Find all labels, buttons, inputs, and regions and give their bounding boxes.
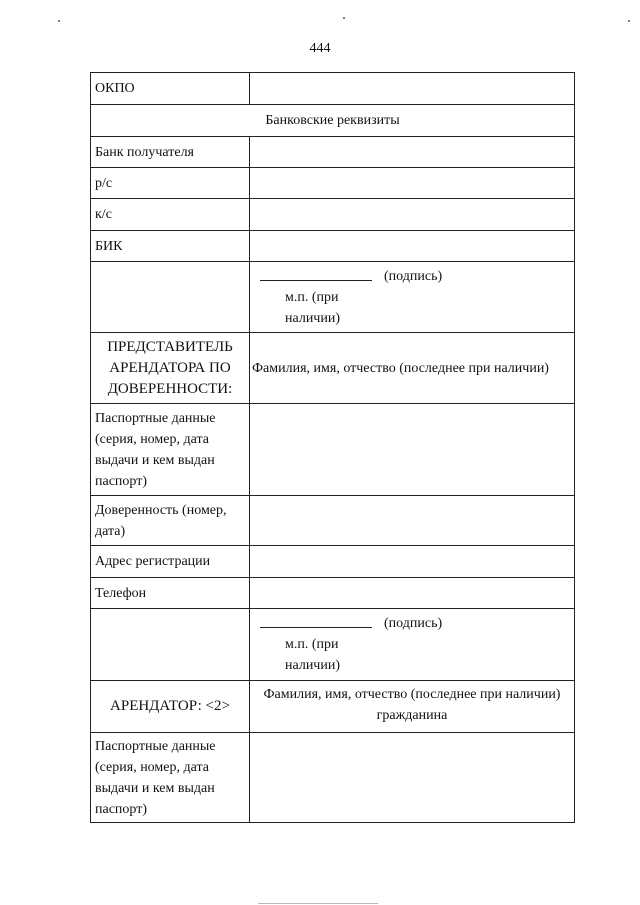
table-row-passport-2 [91, 733, 575, 823]
phone-value[interactable] [250, 578, 575, 609]
passport-1-line1: Паспортные данные [95, 410, 216, 426]
reg-address-value[interactable] [250, 546, 575, 578]
stamp-2-line2: наличии) [285, 658, 340, 673]
passport-2-line3: выдачи и кем выдан [95, 780, 215, 796]
table-row-okpo [91, 73, 575, 105]
passport-2-line1: Паспортные данные [95, 738, 216, 754]
passport-2-line4: паспорт) [95, 801, 148, 817]
bik-label: БИК [91, 231, 250, 262]
scan-speck [628, 20, 630, 22]
tenant-label: АРЕНДАТОР: <2> [91, 681, 250, 733]
stamp-1-line2: наличии) [285, 311, 340, 326]
table-row-power-of-attorney [91, 496, 575, 546]
contract-details-table [90, 72, 575, 823]
rs-label: р/с [91, 168, 250, 199]
tenant-fio-line1: Фамилия, имя, отчество (последнее при наличии) [263, 687, 561, 702]
power-of-attorney-line2: дата) [95, 523, 126, 539]
tenant-fio-line2: гражданина [376, 708, 448, 723]
table-row-tenant [91, 681, 575, 733]
passport-1-line2: (серия, номер, дата [95, 431, 209, 447]
page-number: 444 [309, 41, 331, 56]
okpo-value[interactable] [250, 73, 575, 105]
power-of-attorney-label [91, 496, 250, 546]
signature-1-block [250, 262, 575, 333]
passport-1-line3: выдачи и кем выдан [95, 452, 215, 468]
table-row-passport-1 [91, 404, 575, 496]
power-of-attorney-value[interactable] [250, 496, 575, 546]
passport-1-label [91, 404, 250, 496]
signature-2-empty [91, 609, 250, 681]
representative-label [91, 333, 250, 404]
table-row-bik [91, 231, 575, 262]
reg-address-label: Адрес регистрации [91, 546, 250, 578]
signature-1-line[interactable] [260, 266, 372, 281]
table-row-bank-recipient [91, 137, 575, 168]
representative-line1: ПРЕДСТАВИТЕЛЬ [107, 338, 233, 355]
table-row-rs [91, 168, 575, 199]
bik-value[interactable] [250, 231, 575, 262]
rs-value[interactable] [250, 168, 575, 199]
table-row-bank-header [91, 105, 575, 137]
scan-edge-line [258, 903, 378, 904]
table-row-ks [91, 199, 575, 231]
signature-1-empty [91, 262, 250, 333]
signature-2-label: (подпись) [384, 616, 443, 631]
table-row-signature-1 [91, 262, 575, 333]
passport-2-value[interactable] [250, 733, 575, 823]
signature-1-label: (подпись) [384, 269, 443, 284]
stamp-1-line1: м.п. (при [285, 290, 339, 305]
okpo-label: ОКПО [91, 73, 250, 105]
table-row-signature-2 [91, 609, 575, 681]
bank-recipient-value[interactable] [250, 137, 575, 168]
power-of-attorney-line1: Доверенность (номер, [95, 502, 227, 518]
representative-line3: ДОВЕРЕННОСТИ: [107, 380, 233, 397]
representative-fio-caption: Фамилия, имя, отчество (последнее при наличии) [250, 333, 575, 404]
table-row-phone [91, 578, 575, 609]
scan-speck [58, 20, 60, 22]
bank-recipient-label: Банк получателя [91, 137, 250, 168]
phone-label: Телефон [91, 578, 250, 609]
signature-2-line[interactable] [260, 613, 372, 628]
signature-2-block [250, 609, 575, 681]
table-row-representative [91, 333, 575, 404]
passport-1-line4: паспорт) [95, 473, 148, 489]
bank-details-header: Банковские реквизиты [91, 105, 575, 137]
tenant-fio-caption [250, 681, 575, 733]
passport-2-label [91, 733, 250, 823]
ks-value[interactable] [250, 199, 575, 231]
ks-label: к/с [91, 199, 250, 231]
passport-1-value[interactable] [250, 404, 575, 496]
passport-2-line2: (серия, номер, дата [95, 759, 209, 775]
scan-speck [343, 17, 345, 19]
stamp-2-line1: м.п. (при [285, 637, 339, 652]
table-row-reg-address [91, 546, 575, 578]
representative-line2: АРЕНДАТОРА ПО [109, 359, 231, 376]
